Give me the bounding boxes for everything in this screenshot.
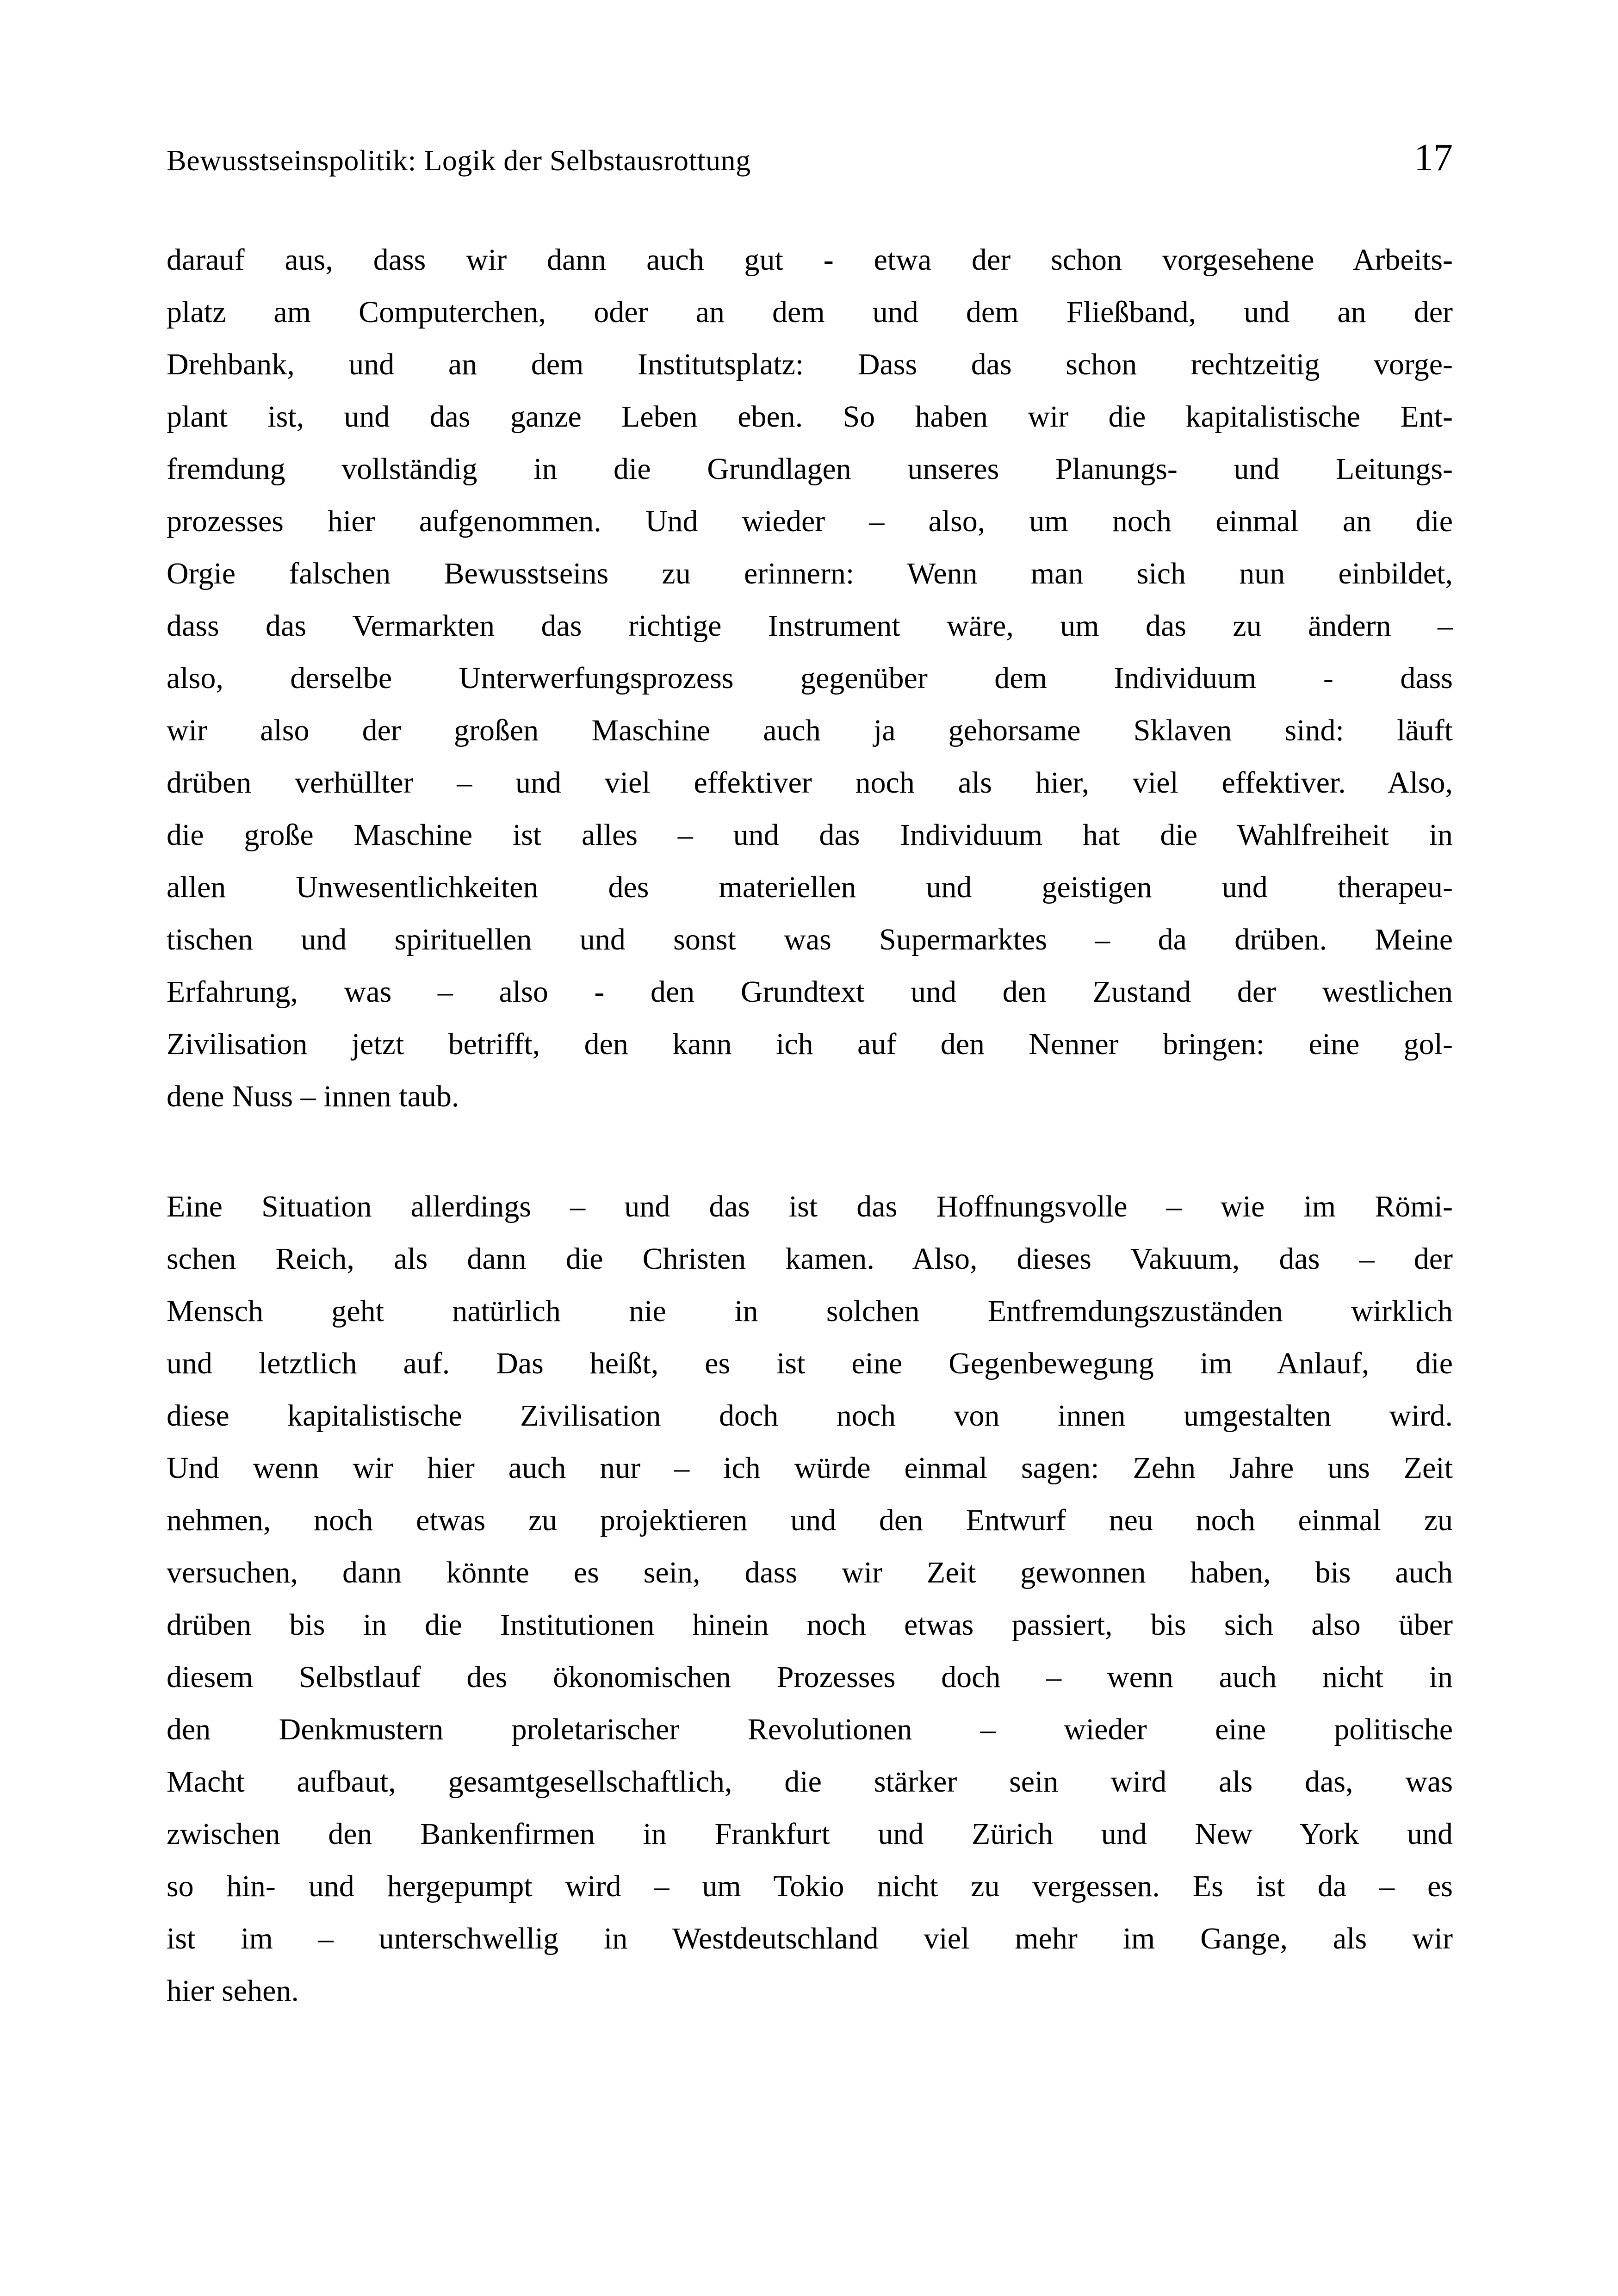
text-line: darauf aus, dass wir dann auch gut - etwa der schon vorgesehene Arbeits- — [167, 243, 1453, 277]
text-line: Mensch geht natürlich nie in solchen Entfremdungszuständen wirklich — [167, 1294, 1453, 1328]
running-title: Bewusstseinspolitik: Logik der Selbstausrottung — [167, 144, 751, 177]
text-line: versuchen, dann könnte es sein, dass wir Zeit gewonnen haben, bis auch — [167, 1556, 1453, 1589]
page-number: 17 — [1414, 136, 1453, 179]
text-line: nehmen, noch etwas zu projektieren und den Entwurf neu noch einmal zu — [167, 1503, 1453, 1537]
text-line: Drehbank, und an dem Institutsplatz: Dass das schon rechtzeitig vorge- — [167, 348, 1453, 381]
text-line: zwischen den Bankenfirmen in Frankfurt und Zürich und New York und — [167, 1817, 1453, 1851]
text-line: Macht aufbaut, gesamtgesellschaftlich, die stärker sein wird als das, was — [167, 1765, 1453, 1799]
text-line: und letztlich auf. Das heißt, es ist eine Gegenbewegung im Anlauf, die — [167, 1347, 1453, 1380]
text-line: Eine Situation allerdings – und das ist das Hoffnungsvolle – wie im Römi- — [167, 1190, 1453, 1223]
text-line: hier sehen. — [167, 1974, 299, 2008]
text-line: schen Reich, als dann die Christen kamen. Also, dieses Vakuum, das – der — [167, 1242, 1453, 1276]
text-line: ist im – unterschwellig in Westdeutschland viel mehr im Gange, als wir — [167, 1922, 1453, 1955]
text-line: plant ist, und das ganze Leben eben. So haben wir die kapitalistische Ent- — [167, 400, 1453, 434]
text-line: drüben verhüllter – und viel effektiver noch als hier, viel effektiver. Also, — [167, 766, 1453, 800]
text-line: Orgie falschen Bewusstseins zu erinnern: Wenn man sich nun einbildet, — [167, 557, 1453, 590]
text-line: dass das Vermarkten das richtige Instrument wäre, um das zu ändern – — [167, 609, 1453, 643]
text-line: Zivilisation jetzt betrifft, den kann ich auf den Nenner bringen: eine gol- — [167, 1027, 1453, 1061]
text-line: Und wenn wir hier auch nur – ich würde einmal sagen: Zehn Jahre uns Zeit — [167, 1451, 1453, 1485]
text-line: diesem Selbstlauf des ökonomischen Prozesses doch – wenn auch nicht in — [167, 1660, 1453, 1694]
text-line: fremdung vollständig in die Grundlagen unseres Planungs- und Leitungs- — [167, 452, 1453, 486]
text-line: wir also der großen Maschine auch ja gehorsame Sklaven sind: läuft — [167, 714, 1453, 747]
text-line: Erfahrung, was – also - den Grundtext und den Zustand der westlichen — [167, 975, 1453, 1009]
text-line: dene Nuss – innen taub. — [167, 1080, 459, 1113]
text-block — [167, 234, 1453, 2017]
text-line: den Denkmustern proletarischer Revolutionen – wieder eine politische — [167, 1713, 1453, 1746]
text-line: drüben bis in die Institutionen hinein noch etwas passiert, bis sich also über — [167, 1608, 1453, 1642]
text-line: prozesses hier aufgenommen. Und wieder – also, um noch einmal an die — [167, 504, 1453, 538]
text-line: so hin- und hergepumpt wird – um Tokio nicht zu vergessen. Es ist da – es — [167, 1869, 1453, 1903]
text-line: platz am Computerchen, oder an dem und dem Fließband, und an der — [167, 295, 1453, 329]
text-line: die große Maschine ist alles – und das Individuum hat die Wahlfreiheit in — [167, 818, 1453, 852]
paragraph — [167, 234, 1453, 1123]
running-header — [167, 135, 1453, 180]
text-line: diese kapitalistische Zivilisation doch noch von innen umgestalten wird. — [167, 1399, 1453, 1433]
text-line: allen Unwesentlichkeiten des materiellen und geistigen und therapeu- — [167, 870, 1453, 904]
text-line: tischen und spirituellen und sonst was Supermarktes – da drüben. Meine — [167, 923, 1453, 956]
paragraph — [167, 1180, 1453, 2017]
text-line: also, derselbe Unterwerfungsprozess gegenüber dem Individuum - dass — [167, 661, 1453, 695]
